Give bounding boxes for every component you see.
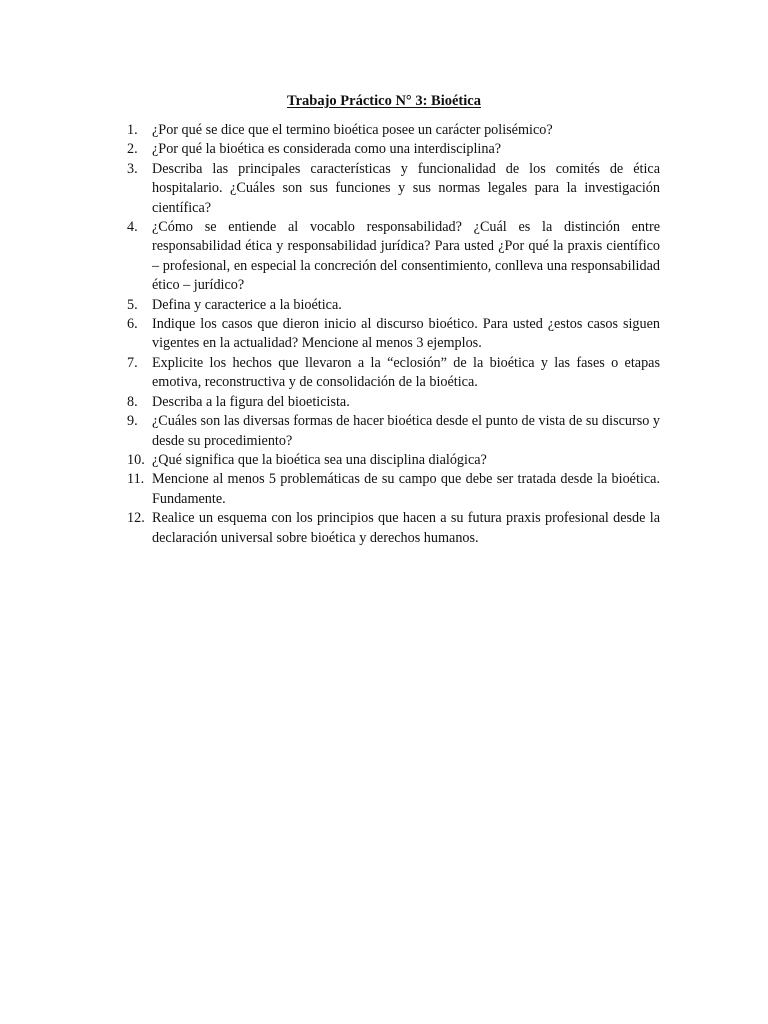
list-item [127,470,660,509]
question-number: 2. [127,141,138,158]
question-text: ¿Cómo se entiende al vocablo responsabilidad? ¿Cuál es la distinción entre responsabilidad ética y responsabilidad jurídica? Para usted ¿Por qué la praxis científico – profesional, en especial la concreción del consentimiento, conlleva una responsabilidad ético – jurídico? [152,219,660,294]
question-text: ¿Qué significa que la bioética sea una disciplina dialógica? [152,451,487,468]
question-text: ¿Por qué la bioética es considerada como una interdisciplina? [152,141,502,158]
document-title: Trabajo Práctico N° 3: Bioética [287,93,481,109]
question-number: 12. [127,510,145,527]
question-number: 6. [127,316,138,333]
question-text: ¿Por qué se dice que el termino bioética posee un carácter polisémico? [152,122,553,138]
question-text: Realice un esquema con los principios que hacen a su futura praxis profesional desde la declaración universal sobre bioética y derechos humanos. [152,510,660,546]
question-number: 11. [127,471,145,488]
question-text: Describa a la figura del bioeticista. [152,393,350,410]
question-number: 7. [127,354,138,371]
question-number: 4. [127,219,138,236]
list-item [127,140,660,159]
list-item [127,121,660,140]
list-item [127,218,660,296]
question-number: 8. [127,393,138,410]
list-item [127,296,660,315]
question-text: Explicite los hechos que llevaron a la “eclosión” de la bioética y las fases o etapas emotiva, reconstructiva y de consolidación de la bioética. [152,354,660,391]
question-number: 5. [127,296,138,313]
question-text: Describa las principales características y funcionalidad de los comités de ética hospitalario. ¿Cuáles son sus funciones y sus normas legales para la investigación científica? [152,160,660,216]
list-item [127,160,660,218]
list-item [127,315,660,354]
question-text: ¿Cuáles son las diversas formas de hacer bioética desde el punto de vista de su discurso y desde su procedimiento? [152,413,660,449]
question-text: Indique los casos que dieron inicio al discurso bioético. Para usted ¿estos casos siguen vigentes en la actualidad? Mencione al menos 3 ejemplos. [152,316,660,352]
list-item [127,393,660,412]
question-text: Mencione al menos 5 problemáticas de su campo que debe ser tratada desde la bioética. Fundamente. [152,471,660,507]
question-number: 9. [127,413,138,430]
list-item [127,412,660,451]
question-text: Defina y caracterice a la bioética. [152,296,342,313]
list-item [127,451,660,470]
question-list [127,121,660,548]
list-item [127,509,660,548]
list-item [127,354,660,393]
question-number: 10. [127,451,145,468]
question-number: 1. [127,122,138,138]
question-number: 3. [127,160,138,177]
